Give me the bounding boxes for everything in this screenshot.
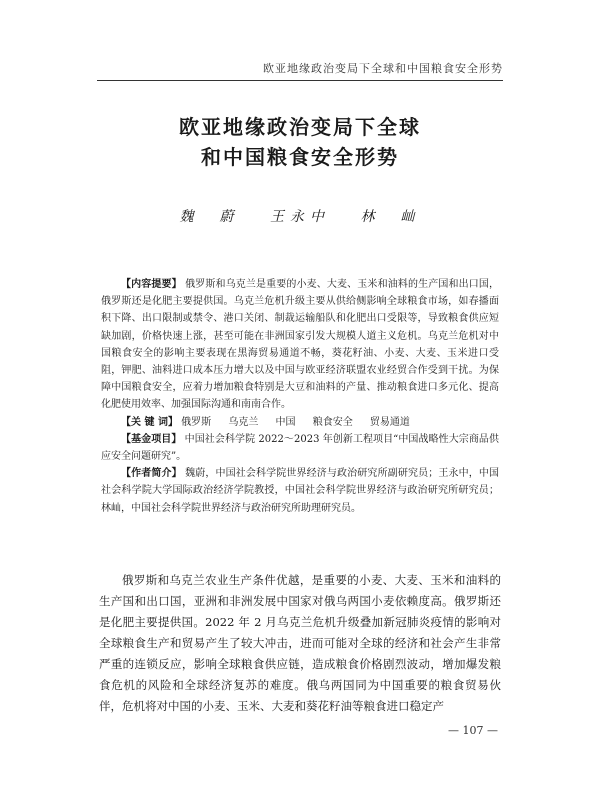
author-name: 魏 蔚 <box>179 209 240 225</box>
author-info <box>101 465 499 517</box>
funding <box>101 431 499 465</box>
title-line-1: 欧亚地缘政治变局下全球 <box>179 115 421 139</box>
body-paragraph: 俄罗斯和乌克兰农业生产条件优越，是重要的小麦、大麦、玉米和油料的生产国和出口国，亚洲和非洲发展中国家对俄乌两国小麦依赖度高。俄罗斯还是化肥主要提供国。2022 年 2 月乌克兰危机升级叠加新冠肺炎疫情的影响对全球粮食生产和贸易产生了较大冲击，进而可能对全球的经济和社会产生非常严重的连锁反应，影响全球粮食供应链，造成粮食价格剧烈波动，增加爆发粮食危机的风险和全球经济复苏的难度。俄乌两国同为中国重要的粮食贸易伙伴，危机将对中国的小麦、玉米、大麦和葵花籽油等粮食进口稳定产 <box>99 573 501 713</box>
keyword: 粮食安全 <box>312 416 353 428</box>
keyword: 贸易通道 <box>369 416 410 428</box>
keyword: 中国 <box>275 416 296 428</box>
running-header: 欧亚地缘政治变局下全球和中国粮食安全形势 <box>263 62 503 75</box>
title-line-2: 和中国粮食安全形势 <box>201 145 399 169</box>
header-rule <box>97 80 503 81</box>
keywords <box>101 414 499 431</box>
page-number: — 107 — <box>448 724 498 737</box>
funding-text: 中国社会科学院 2022～2023 年创新工程项目“中国战略性大宗商品供应安全问题研究”。 <box>101 433 499 463</box>
author-info-label: 【作者简介】 <box>121 468 182 480</box>
keyword: 乌克兰 <box>228 416 259 428</box>
abstract-text: 俄罗斯和乌克兰是重要的小麦、大麦、玉米和油料的生产国和出口国，俄罗斯还是化肥主要提供国。乌克兰危机升级主要从供给侧影响全球粮食市场，如春播面积下降、出口限制或禁令、港口关闭、制裁运输船队和化肥出口受限等，导致粮食供应短缺加剧，价格快速上涨，甚至可能在非洲国家引发大规模人道主义危机。乌克兰危机对中国粮食安全的影响主要表现在黑海贸易通道不畅，葵花籽油、小麦、大麦、玉米进口受阻，钾肥、油料进口成本压力增大以及中国与欧亚经济联盟农业经贸合作受到干扰。为保障中国粮食安全，应着力增加粮食特别是大豆和油料的产量、推动粮食进口多元化、提高化肥使用效率、加强国际沟通和南南合作。 <box>101 279 499 411</box>
keywords-label: 【关 键 词】 <box>121 416 178 428</box>
keyword: 俄罗斯 <box>181 416 212 428</box>
author-info-text: 魏蔚，中国社会科学院世界经济与政治研究所副研究员；王永中，中国社会科学院大学国际政治经济学院教授，中国社会科学院世界经济与政治研究所研究员；林屾，中国社会科学院世界经济与政治研究所助理研究员。 <box>101 468 499 514</box>
funding-label: 【基金项目】 <box>121 433 182 445</box>
author-name: 王永中 <box>270 209 330 225</box>
abstract-block <box>101 276 499 517</box>
author-list <box>97 206 503 226</box>
abstract-label: 【内容提要】 <box>121 279 182 290</box>
abstract <box>101 276 499 414</box>
author-name: 林 屾 <box>360 209 421 225</box>
article-title <box>97 112 503 172</box>
